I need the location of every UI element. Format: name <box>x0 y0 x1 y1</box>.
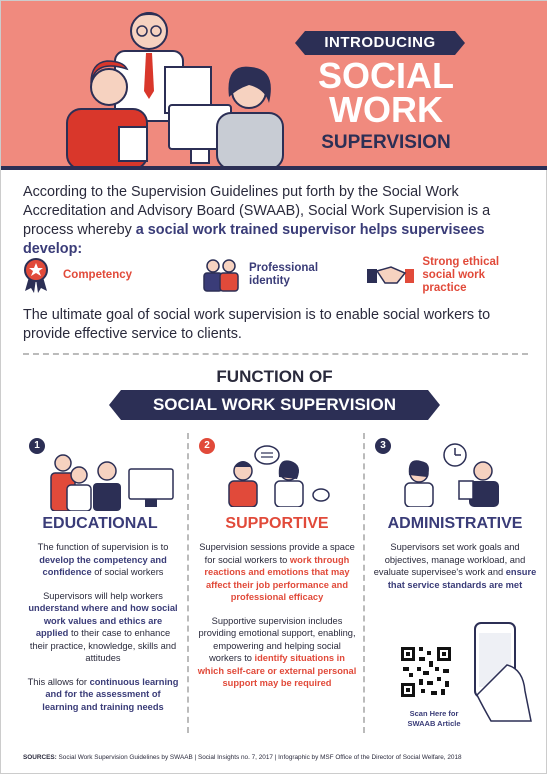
sources-label: SOURCES: <box>23 754 57 761</box>
intro-emphasis: a social work trained supervisor helps supervisees develop: <box>23 222 485 257</box>
intro-text: According to the Supervision Guidelines put forth by the Social Work Accreditation and Advisory Board (SWAAB), Social Work Supervision is a process whereby <box>23 184 491 238</box>
pillar-label-competency: Competency <box>63 268 133 281</box>
section-divider <box>23 353 528 355</box>
pillar-competency <box>21 257 132 293</box>
column-text-administrative <box>373 541 537 602</box>
pillar-label-identity <box>249 262 318 288</box>
hero-title-line1: SOCIAL <box>317 55 454 96</box>
column-divider-2 <box>363 433 365 733</box>
educational-p2-text: Supervisors will help workers <box>43 590 163 601</box>
pillar-label-ethics <box>422 256 531 295</box>
pillar-identity <box>201 257 318 293</box>
function-heading: FUNCTION OF <box>216 367 333 386</box>
supportive-p1-text: Supervision sessions provide a space for social workers to <box>199 542 355 565</box>
hero-title-line2: WORK <box>329 89 443 130</box>
office-workers-illustration <box>1 1 301 169</box>
educational-p2-emphasis: understand where and how social work values and ethics are applied <box>28 603 178 638</box>
column-title-administrative: ADMINISTRATIVE <box>387 515 523 532</box>
people-icon <box>201 257 241 293</box>
educational-p1-emphasis: develop the competency and confidence <box>39 554 167 577</box>
column-number-3: 3 <box>375 438 391 454</box>
administrative-p1-emphasis: ensure that service standards are met <box>387 567 537 590</box>
educational-paragraph-2 <box>27 590 179 665</box>
medal-icon <box>21 257 51 293</box>
hero-banner <box>1 1 547 169</box>
intro-paragraph <box>23 183 528 259</box>
qr-caption-line1: Scan Here for <box>409 709 459 718</box>
supportive-illustration <box>215 445 335 507</box>
pillar-ethics <box>367 257 531 293</box>
hero-title <box>301 55 471 130</box>
pillar-label-ethics-line1: Strong ethical <box>422 255 500 268</box>
educational-p3-emphasis: continuous learning and for the assessment of learning and training needs <box>42 676 179 712</box>
hero-subtitle: SUPERVISION <box>321 132 451 153</box>
column-number-1: 1 <box>29 438 45 454</box>
pillar-label-identity-line2: identity <box>249 275 290 287</box>
administrative-illustration <box>397 441 517 507</box>
educational-paragraph-3 <box>27 676 179 714</box>
supportive-p2-text: Supportive supervision includes providing emotional support, enabling, empowering and helping social workers to <box>198 615 356 663</box>
column-number-2: 2 <box>199 438 215 454</box>
column-title-educational: EDUCATIONAL <box>42 515 158 532</box>
handshake-icon <box>367 257 414 293</box>
pillar-label-identity-line1: Professional <box>249 262 319 274</box>
educational-paragraph-1 <box>27 541 179 579</box>
intro-ribbon: INTRODUCING <box>305 31 455 55</box>
administrative-p1-text: Supervisors set work goals and objectives, manage workload, and evaluate supervisee's work and <box>373 542 526 577</box>
educational-p1-text: The function of supervision is to <box>37 542 169 552</box>
pillars-row <box>21 257 531 293</box>
supportive-p2-emphasis: identify situations in which self-care or external personal support may be required <box>197 653 357 688</box>
pillar-label-ethics-line2: social work practice <box>422 268 486 294</box>
supportive-paragraph-1 <box>197 541 357 604</box>
sources-footer <box>23 754 533 761</box>
educational-p2-tail: to their case to enhance their practice, knowledge, skills and attitudes <box>29 628 177 663</box>
qr-code-icon <box>399 645 453 699</box>
supportive-paragraph-2 <box>197 615 357 690</box>
column-divider-1 <box>187 433 189 733</box>
supportive-p1-emphasis: work through reactions and emotions that may affect their job performance and professional efficacy <box>204 554 350 602</box>
column-text-educational <box>27 541 179 724</box>
educational-p1-tail: of social workers <box>91 567 164 577</box>
qr-caption <box>394 709 474 729</box>
educational-p3-text: This allows for <box>27 676 90 687</box>
column-text-supportive <box>197 541 357 701</box>
column-title-supportive: SUPPORTIVE <box>225 515 329 532</box>
function-ribbon: SOCIAL WORK SUPERVISION <box>121 390 428 420</box>
administrative-paragraph-1 <box>373 541 537 591</box>
educational-illustration <box>41 453 181 511</box>
goal-paragraph: The ultimate goal of social work supervision is to enable social workers to provide effective service to clients. <box>23 307 491 342</box>
sources-text: Social Work Supervision Guidelines by SWAAB | Social Insights no. 7, 2017 | Infographic by MSF Office of the Director of Social Welfare, 2018 <box>56 754 462 761</box>
qr-caption-line2: SWAAB Article <box>407 719 461 728</box>
hero-divider <box>1 166 547 170</box>
